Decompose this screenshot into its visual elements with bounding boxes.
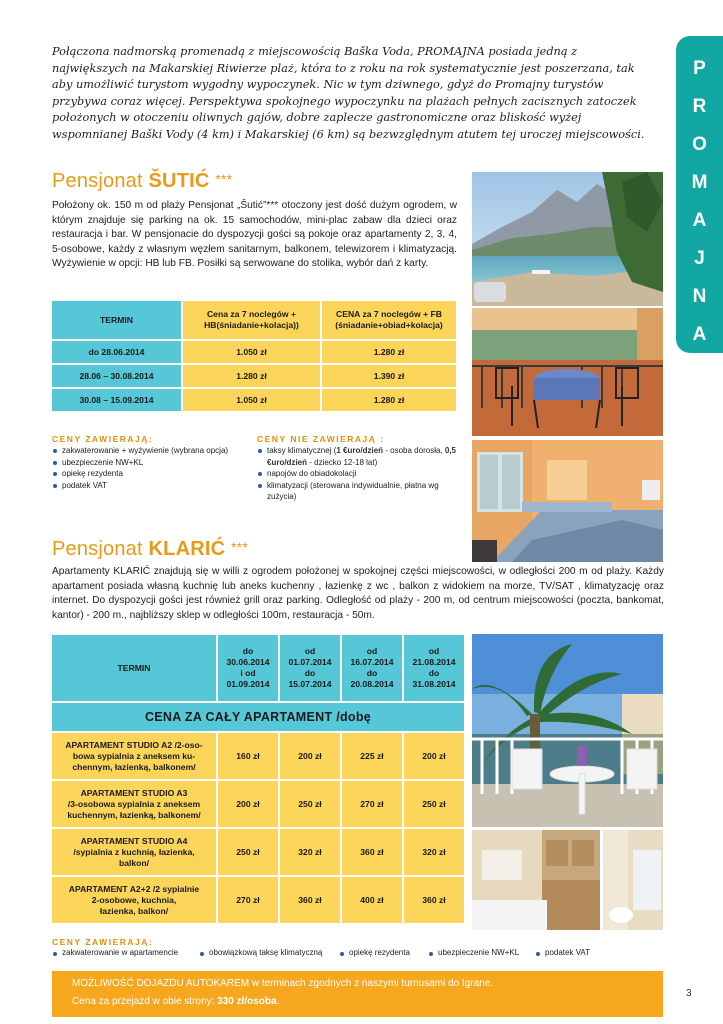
klaric-period-1 xyxy=(218,635,278,701)
label-line: kuchennym, łazienką, balkonem/ xyxy=(67,809,201,820)
sutic-title xyxy=(52,170,232,193)
sutic-included-list xyxy=(52,445,252,491)
list-item: napojów do obiadokolacji xyxy=(257,468,457,480)
klaric-period-3 xyxy=(342,635,402,701)
klaric-span-header: CENA ZA CAŁY APARTAMENT /dobę xyxy=(52,703,464,731)
period-text: od xyxy=(304,646,316,656)
sutic-term-cell: 30.08 – 15.09.2014 xyxy=(52,389,181,411)
label-line: APARTAMENT STUDIO A4 xyxy=(80,835,188,846)
sutic-price-cell: 1.280 zł xyxy=(183,365,320,387)
period-text: do xyxy=(366,668,378,678)
list-item: zakwaterowanie + wyżywienie (wybrana opcja) xyxy=(52,445,252,457)
sutic-term-cell: 28.06 – 30.08.2014 xyxy=(52,365,181,387)
bus-info-bar xyxy=(52,971,663,1017)
bus-price-label: Cena za przejazd w obie strony: xyxy=(72,996,218,1007)
apartment-label xyxy=(52,733,216,779)
period-text: i od xyxy=(240,668,256,678)
tax-child: 0,5 €uro/dzień xyxy=(267,446,456,467)
period-text: od xyxy=(366,646,378,656)
side-tab-letter: M xyxy=(691,172,708,193)
balcony-photo xyxy=(472,308,663,436)
sutic-title-prefix: Pensjonat xyxy=(52,170,149,192)
period-text: 01.09.2014 xyxy=(226,679,270,689)
sutic-excluded-title: CENY NIE ZAWIERAJĄ : xyxy=(257,434,385,444)
sutic-header-fb: CENA za 7 noclegów + FB (śniadanie+obiad+kolacja) xyxy=(322,301,456,339)
list-item: ubezpieczenie NW+KL xyxy=(52,457,252,469)
side-tab-letter: A xyxy=(692,324,707,345)
apartment-label xyxy=(52,781,216,827)
period-text: 15.07.2014 xyxy=(288,679,332,689)
palm-balcony-photo xyxy=(472,634,663,827)
klaric-stars: *** xyxy=(231,539,248,555)
klaric-title-prefix: Pensjonat xyxy=(52,538,149,560)
period-text: 30.06.2014 xyxy=(226,657,270,667)
price-cell: 225 zł xyxy=(342,733,402,779)
label-line: /3-osobowa sypialnia z aneksem xyxy=(67,798,201,809)
sutic-price-cell: 1.390 zł xyxy=(322,365,456,387)
list-item: opiekę rezydenta xyxy=(339,948,410,957)
table-row xyxy=(52,389,456,411)
page-number: 3 xyxy=(686,988,692,999)
period-text: 16.07.2014 xyxy=(350,657,394,667)
sutic-description: Położony ok. 150 m od plaży Pensjonat „Šutić”*** otoczony jest dość dużym ogrodem, w którym znajduje się parking na ok. 15 samochodów, mini-plac zabaw dla dzieci oraz restauracja i bar. W pensjonacie do dyspozycji gości są pokoje oraz apartamenty 2, 3, 4, 5-osobowe, każdy z własnym węzłem sanitarnym, balkonem, telewizorem i klimatyzacją. Wyżywienie w opcji: HB lub FB. Posiłki są serwowane do stolika, wybór dań z karty. xyxy=(52,200,457,270)
period-text: do xyxy=(304,668,316,678)
beach-photo xyxy=(472,172,663,306)
sutic-header-termin: TERMIN xyxy=(52,301,181,339)
kitchen-photo xyxy=(472,830,600,930)
list-item: klimatyzacji (sterowana indywidualnie, płatna wg zużycia) xyxy=(257,480,457,503)
list-item: opiekę rezydenta xyxy=(52,468,252,480)
price-cell: 270 zł xyxy=(342,781,402,827)
klaric-included-title: CENY ZAWIERAJĄ: xyxy=(52,937,154,947)
price-cell: 200 zł xyxy=(218,781,278,827)
label-line: /sypialnia z kuchnią, łazienka, xyxy=(73,846,195,857)
klaric-period-4 xyxy=(404,635,464,701)
price-cell: 320 zł xyxy=(404,829,464,875)
bus-price-value: 330 zł/osoba xyxy=(217,996,277,1007)
bus-price-end: . xyxy=(276,996,280,1007)
klaric-price-table xyxy=(50,633,466,925)
klaric-description: Apartamenty KLARIĆ znajdują się w willi z ogrodem położonej w spokojnej części miejscowości, w odległości 200 m od plaży. Każdy apartament posiada własną kuchnię lub aneks kuchenny , łazienkę z wc , balkon z widokiem na morze, TV/SAT , klimatyzację oraz internet. Do dyspozycji gości jest również grill oraz parking. Odległość od plaży - 200 m, od centrum miejscowości (poczta, bankomat, kantor) - 200 m., najbliższy sklep w odległości 100m, restauracja - 50m. xyxy=(52,566,664,621)
period-text: 31.08.2014 xyxy=(412,679,456,689)
apartment-label xyxy=(52,829,216,875)
period-text: 20.08.2014 xyxy=(350,679,394,689)
side-tab-letter: O xyxy=(692,134,707,155)
period-text: do xyxy=(428,668,440,678)
sutic-price-cell: 1.280 zł xyxy=(322,341,456,363)
table-row xyxy=(52,733,464,779)
side-tab-letter: R xyxy=(692,96,707,117)
klaric-title xyxy=(52,538,248,561)
sutic-excluded-list xyxy=(257,445,457,503)
price-cell: 160 zł xyxy=(218,733,278,779)
sutic-price-cell: 1.050 zł xyxy=(183,389,320,411)
period-text: od xyxy=(428,646,440,656)
price-cell: 200 zł xyxy=(280,733,340,779)
list-item: zakwaterowanie w apartamencie xyxy=(52,948,178,957)
klaric-title-name: KLARIĆ xyxy=(148,538,226,560)
table-row xyxy=(52,829,464,875)
price-cell: 400 zł xyxy=(342,877,402,923)
label-line: 2-osobowe, kuchnia, xyxy=(91,894,177,905)
price-cell: 250 zł xyxy=(404,781,464,827)
sutic-term-cell: do 28.06.2014 xyxy=(52,341,181,363)
table-row xyxy=(52,341,456,363)
price-cell: 360 zł xyxy=(280,877,340,923)
side-tab-letter: A xyxy=(692,210,707,231)
sutic-header-hb: Cena za 7 noclegów + HB(śniadanie+kolacja)) xyxy=(183,301,320,339)
price-cell: 250 zł xyxy=(280,781,340,827)
price-cell: 200 zł xyxy=(404,733,464,779)
klaric-period-2 xyxy=(280,635,340,701)
side-tab-letter: J xyxy=(694,248,705,269)
intro-paragraph: Połączona nadmorską promenadą z miejscowością Baška Voda, PROMAJNA posiada jedną z największych na Makarskiej Riwierze plaż, która to z roku na rok systematycznie jest poszerzana, tak aby umożliwić turystom wygodny wypoczynek. Nic w tym dziwnego, gdyż do Promajny turystów przybywa coraz więcej. Perspektywa spokojnego wypoczynku na plażach pełnych zacisznych zatoczek położonych w otoczeniu oliwnych gajów, dobre zaplecze gastronomiczne oraz bliskość wyżej wspomnianej Baški Vody (4 km) i Makarskiej (6 km) są bezwzględnym atutem tej uroczej miejscowości. xyxy=(52,45,645,141)
table-row xyxy=(52,781,464,827)
side-tab-letter: P xyxy=(693,58,706,79)
sutic-included-title: CENY ZAWIERAJĄ: xyxy=(52,434,154,444)
price-cell: 270 zł xyxy=(218,877,278,923)
sutic-title-name: ŠUTIĆ xyxy=(148,170,210,192)
list-item: obowiązkową taksę klimatyczną xyxy=(199,948,322,957)
side-tab-letter: N xyxy=(692,286,707,307)
period-text: do xyxy=(242,646,254,656)
list-item xyxy=(257,445,457,468)
table-row xyxy=(52,365,456,387)
price-cell: 250 zł xyxy=(218,829,278,875)
bus-info-line1: MOŻLIWOŚĆ DOJAZDU AUTOKAREM w terminach zgodnych z naszymi turnusami do Igrane. xyxy=(72,978,494,989)
label-line: chennym, łazienką, balkonem/ xyxy=(72,761,196,772)
label-line: APARTAMENT A2+2 /2 sypialnie xyxy=(68,883,200,894)
label-line: bowa sypialnia z aneksem ku- xyxy=(72,750,196,761)
label-line: APARTAMENT STUDIO A2 /2-oso- xyxy=(65,739,203,750)
period-text: 21.08.2014 xyxy=(412,657,456,667)
label-line: APARTAMENT STUDIO A3 xyxy=(80,787,188,798)
sutic-price-cell: 1.050 zł xyxy=(183,341,320,363)
label-line: balkon/ xyxy=(118,857,150,868)
sutic-price-table xyxy=(50,299,458,413)
room-photo xyxy=(472,440,663,562)
tax-text: - osoba dorosła, xyxy=(383,446,445,455)
tax-text: taksy klimatycznej ( xyxy=(267,446,337,455)
table-row xyxy=(52,877,464,923)
price-cell: 320 zł xyxy=(280,829,340,875)
list-item: podatek VAT xyxy=(52,480,252,492)
label-line: łazienka, balkon/ xyxy=(99,905,169,916)
price-cell: 360 zł xyxy=(404,877,464,923)
klaric-header-termin: TERMIN xyxy=(52,635,216,701)
apartment-label xyxy=(52,877,216,923)
bathroom-photo xyxy=(603,830,663,930)
bus-info-line2 xyxy=(72,996,279,1007)
list-item: podatek VAT xyxy=(535,948,590,957)
tax-adult: 1 €uro/dzień xyxy=(336,446,384,455)
sutic-price-cell: 1.280 zł xyxy=(322,389,456,411)
list-item: ubezpieczenie NW+KL xyxy=(428,948,519,957)
side-tab-text xyxy=(676,50,723,354)
side-tab xyxy=(676,36,723,353)
price-cell: 360 zł xyxy=(342,829,402,875)
sutic-stars: *** xyxy=(215,171,233,187)
tax-text: - dziecko 12-18 lat) xyxy=(307,457,378,467)
period-text: 01.07.2014 xyxy=(288,657,332,667)
